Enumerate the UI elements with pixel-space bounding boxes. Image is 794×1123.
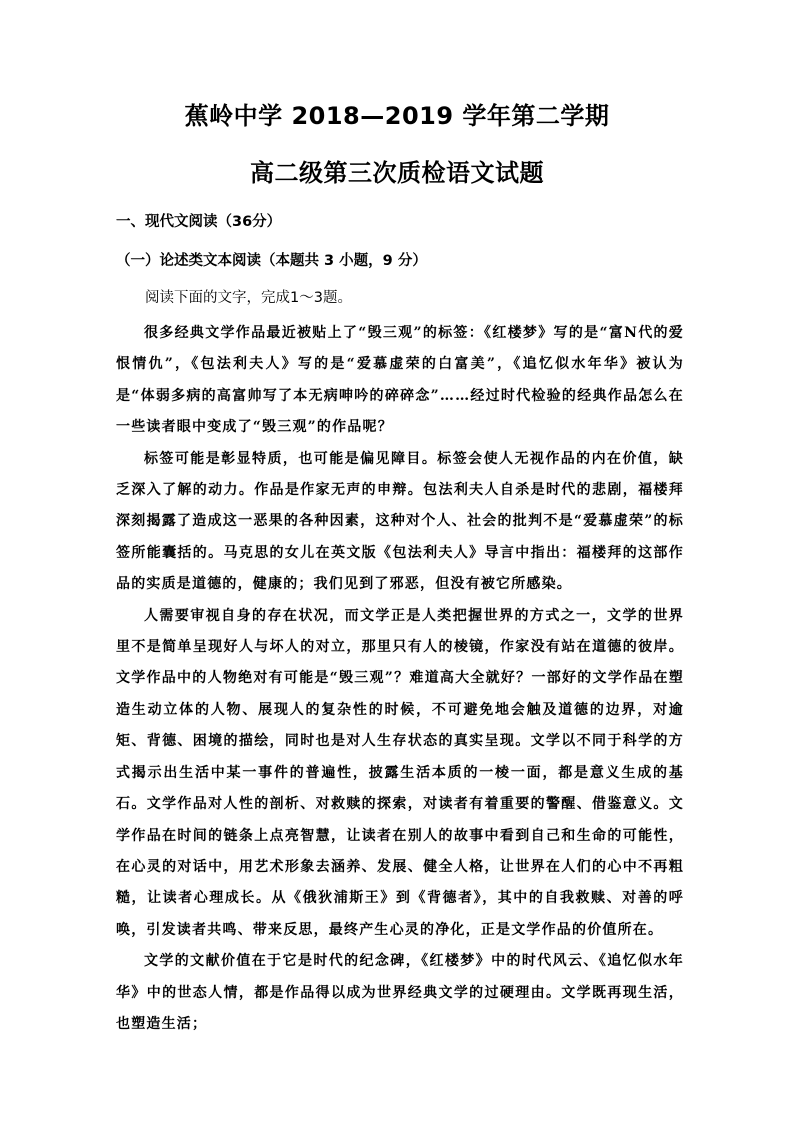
reading-instruction: 阅读下面的文字，完成1～3题。 [145,290,352,306]
passage-paragraph: 人需要审视自身的存在状况，而文学正是人类把握世界的方式之一，文学的世界里不是简单呈现好人与坏人的对立，那里只有人的棱镜，作家没有站在道德的彼岸。文学作品中的人物绝对有可能是“毁三观”？难道高大全就好？一部好的文学作品在塑造生动立体的人物、展现人的复杂性的时候，不可避免地会触及道德的边界，对逾矩、背德、困境的描绘，同时也是对人生存状态的真实呈现。文学以不同于科学的方式揭示出生活中某一事件的普遍性，披露生活本质的一棱一面，都是意义生成的基石。文学作品对人性的剖析、对救赎的探索，对读者有着重要的警醒、借鉴意义。文学作品在时间的链条上点亮智慧，让读者在别人的故事中看到自己和生命的可能性，在心灵的对话中，用艺术形象去涵养、发展、健全人格，让世界在人们的心中不再粗糙，让读者心理成长。从《俄狄浦斯王》到《背德者》，其中的自我救赎、对善的呼唤，引发读者共鸣、带来反思，最终产生心灵的净化，正是文学作品的价值所在。 [116,607,684,938]
passage-paragraph: 很多经典文学作品最近被贴上了“毁三观”的标签：《红楼梦》写的是“富N代的爱恨情仇”，《包法利夫人》写的是“爱慕虚荣的白富美”，《追忆似水年华》被认为是“体弱多病的高富帅写了本无病呻吟的碎碎念”……经过时代检验的经典作品怎么在一些读者眼中变成了“毁三观”的作品呢？ [116,325,684,436]
passage-paragraph: 标签可能是彰显特质，也可能是偏见障目。标签会使人无视作品的内在价值，缺乏深入了解的动力。作品是作家无声的申辩。包法利夫人自杀是时代的悲剧，福楼拜深刻揭露了造成这一恶果的各种因素，这种对个人、社会的批判不是“爱慕虚荣”的标签所能囊括的。马克思的女儿在英文版《包法利夫人》导言中指出：福楼拜的这部作品的实质是道德的，健康的；我们见到了邪恶，但没有被它所感染。 [116,450,684,593]
exam-title-subject: 高二级第三次质检语文试题 [250,159,544,187]
reading-passage [116,318,684,1040]
exam-title-school-term: 蕉岭中学 2018—2019 学年第二学期 [184,102,610,130]
passage-paragraph: 文学的文献价值在于它是时代的纪念碑，《红楼梦》中的时代风云、《追忆似水年华》中的世态人情，都是作品得以成为世界经典文学的过硬理由。文学既再现生活，也塑造生活； [116,953,684,1032]
subsection-heading: （一）论述类文本阅读（本题共 3 小题，9 分） [116,253,427,269]
section-heading: 一、现代文阅读（36分） [116,214,282,230]
